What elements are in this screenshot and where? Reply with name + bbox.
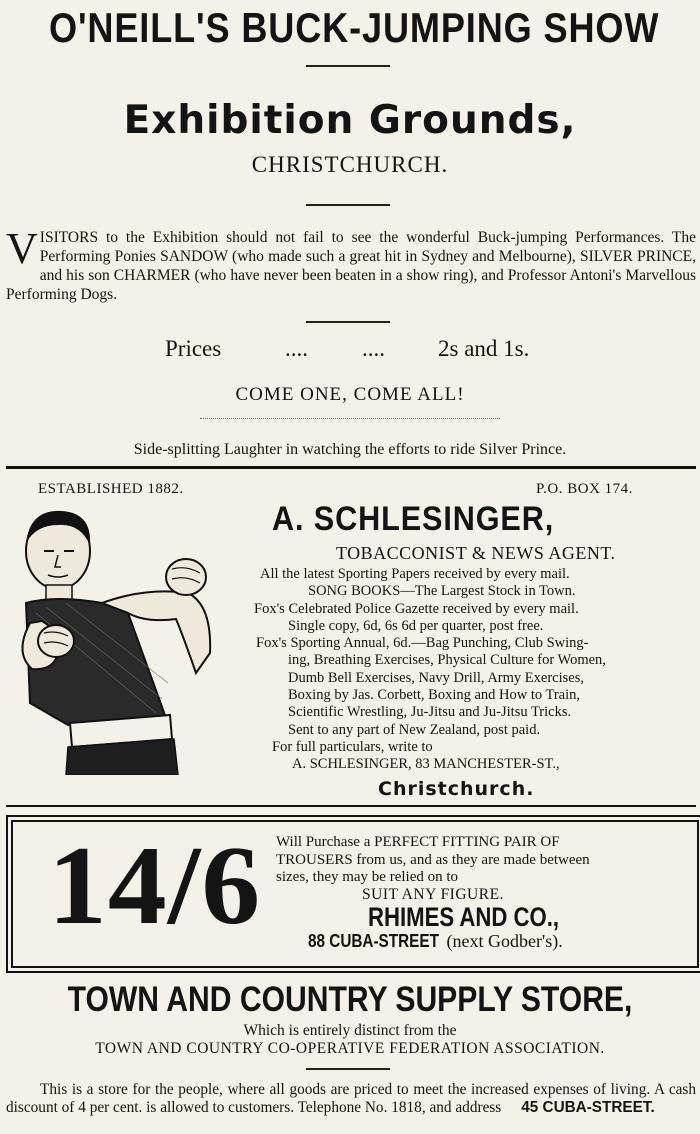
prices-label: Prices	[165, 336, 222, 361]
show-footer-note: Side-splitting Laughter in watching the efforts to ride Silver Prince.	[133, 441, 567, 458]
store-title: TOWN AND COUNTRY SUPPLY STORE,	[67, 980, 633, 1019]
offer-line: Will Purchase a PERFECT FITTING PAIR OF	[276, 834, 560, 850]
detail-line: SONG BOOKS—The Largest Stock in Town.	[308, 583, 576, 600]
divider	[306, 204, 390, 206]
tailor-name: RHIMES AND CO.,	[368, 902, 560, 932]
store-description-text: This is a store for the people, where all goods are priced to meet the increased expenses of living. A cash discount of 4 per cent. is allowed to customers. Telephone No. 1818, and address	[6, 1081, 696, 1116]
detail-line: Fox's Celebrated Police Gazette received by every mail.	[254, 600, 579, 617]
store-description	[6, 1081, 696, 1116]
merchant-details	[248, 566, 696, 774]
detail-line: Sent to any part of New Zealand, post paid.	[288, 721, 541, 738]
venue-heading: Exhibition Grounds,	[123, 98, 577, 143]
tailor-address	[308, 931, 563, 952]
prices-value: 2s and 1s.	[438, 336, 530, 361]
detail-line: A. SCHLESINGER, 83 MANCHESTER-ST.,	[292, 756, 560, 773]
slogan: COME ONE, COME ALL!	[235, 384, 465, 405]
established-date: ESTABLISHED 1882.	[38, 481, 184, 497]
store-address: 45 CUBA-STREET.	[521, 1098, 655, 1116]
merchant-trade: TOBACCONIST & NEWS AGENT.	[336, 543, 616, 563]
boxer-illustration	[6, 503, 216, 775]
detail-line: Dumb Bell Exercises, Navy Drill, Army Exercises,	[288, 669, 584, 686]
detail-line: Fox's Sporting Annual, 6d.—Bag Punching, Club Swing-	[256, 635, 589, 652]
detail-line: For full particulars, write to	[272, 738, 433, 755]
city-heading: CHRISTCHURCH.	[251, 152, 449, 177]
trousers-price: 14/6	[48, 824, 262, 948]
column-separator	[6, 805, 696, 807]
detail-line: ing, Breathing Exercises, Physical Culture for Women,	[288, 652, 606, 669]
tailor-street: 88 CUBA-STREET	[308, 931, 439, 951]
column-separator	[6, 466, 696, 469]
offer-line: sizes, they may be relied on to	[276, 869, 459, 885]
drop-cap: V	[6, 224, 38, 273]
leader-dots: ....	[285, 336, 308, 361]
show-description	[6, 224, 696, 304]
offer-line: TROUSERS from us, and as they are made between	[276, 851, 590, 868]
detail-line: Single copy, 6d, 6s 6d per quarter, post free.	[288, 617, 544, 634]
divider	[200, 418, 500, 419]
store-subtitle: Which is entirely distinct from the	[243, 1022, 457, 1039]
leader-dots: ....	[362, 336, 385, 361]
federation-name: TOWN AND COUNTRY CO-OPERATIVE FEDERATION ASSOCIATION.	[95, 1040, 605, 1057]
detail-line: Boxing by Jas. Corbett, Boxing and How to Train,	[288, 687, 581, 704]
show-description-text: ISITORS to the Exhibition should not fail to see the wonderful Buck-jumping Performances. The Performing Ponies SANDOW (who made such a great hit in Sydney and Melbourne), SILVER PRINCE, and his son CHARMER (who have never been beaten in a show ring), and Professor Antoni's Marvellous Performing Dogs.	[6, 229, 696, 303]
detail-line: Scientific Wrestling, Ju-Jitsu and Ju-Jitsu Tricks.	[288, 704, 572, 721]
offer-tagline: SUIT ANY FIGURE.	[362, 886, 504, 903]
merchant-city: Christchurch.	[378, 778, 535, 800]
detail-line: All the latest Sporting Papers received by every mail.	[260, 566, 570, 582]
trousers-offer	[276, 834, 690, 887]
po-box: P.O. BOX 174.	[536, 481, 633, 497]
divider	[306, 1068, 390, 1070]
divider	[306, 321, 390, 323]
tailor-landmark: (next Godber's).	[446, 931, 563, 951]
show-title: O'NEILL'S BUCK-JUMPING SHOW	[49, 4, 660, 51]
merchant-name: A. SCHLESINGER,	[272, 500, 555, 538]
divider	[306, 65, 390, 67]
